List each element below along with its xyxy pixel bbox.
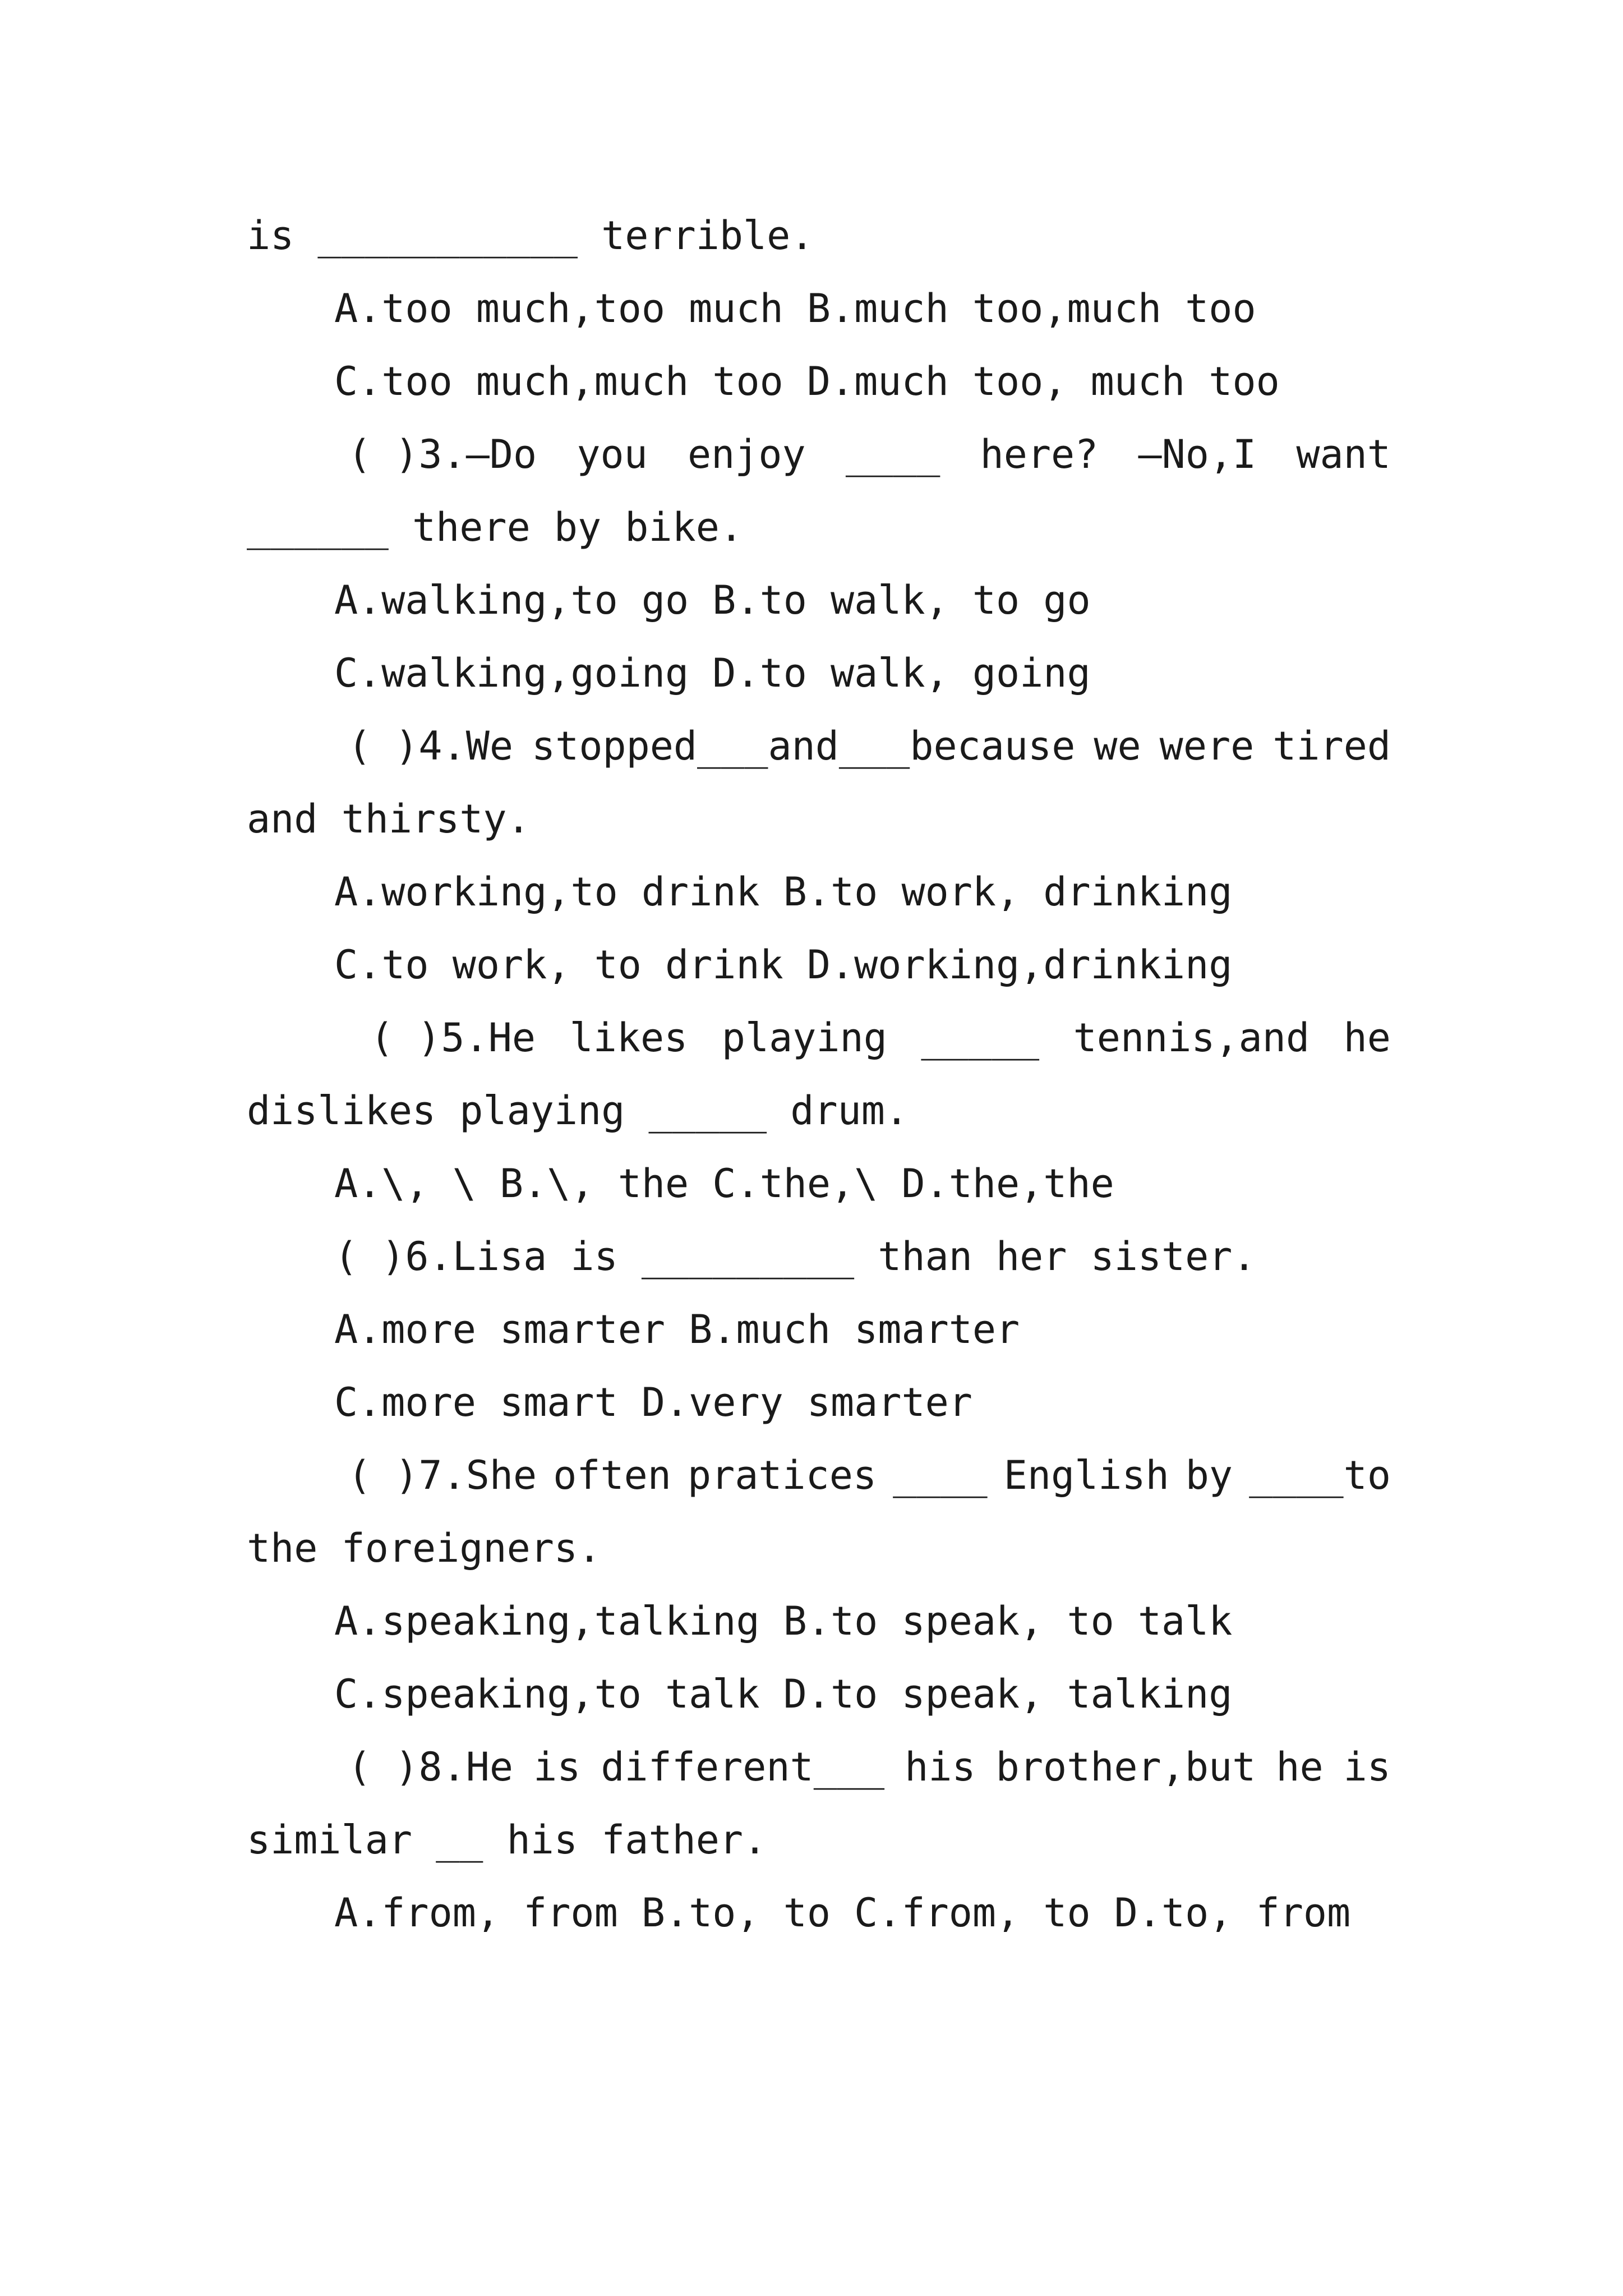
word: ( )7.She (348, 1452, 537, 1498)
word: tennis,and (1073, 1015, 1310, 1061)
word: pratices (687, 1452, 877, 1498)
word: ( )8.He (348, 1744, 514, 1790)
question-8 (348, 1739, 1391, 1795)
word: ____ (893, 1452, 988, 1498)
word: we (1094, 723, 1141, 769)
word: is (1343, 1744, 1391, 1790)
word: different___ (601, 1744, 885, 1790)
option-line: A.from, from B.to, to C.from, to D.to, from (334, 1890, 1351, 1936)
word: playing (721, 1015, 887, 1061)
word: ( )5.He (370, 1015, 536, 1061)
word: were (1159, 723, 1255, 769)
word: brother,but (995, 1744, 1256, 1790)
question-7 (348, 1447, 1391, 1503)
option-line: A.speaking,talking B.to speak, to talk (334, 1598, 1233, 1644)
word: often (553, 1452, 671, 1498)
text-line: similar __ his father. (247, 1817, 767, 1863)
question-4 (348, 718, 1391, 774)
word: stopped___and___because (532, 723, 1076, 769)
option-line: C.to work, to drink D.working,drinking (334, 942, 1233, 988)
option-line: A.too much,too much B.much too,much too (334, 286, 1256, 332)
text-line: ______ there by bike. (247, 504, 744, 550)
text-line: the foreigners. (247, 1525, 602, 1571)
option-line: C.walking,going D.to walk, going (334, 650, 1091, 696)
word: likes (569, 1015, 688, 1061)
word: ( )3.—Do (348, 431, 537, 477)
word: want (1296, 431, 1391, 477)
text-line: dislikes playing _____ drum. (247, 1088, 909, 1134)
word: he (1276, 1744, 1324, 1790)
word: he (1343, 1015, 1391, 1061)
option-line: A.more smarter B.much smarter (334, 1306, 1020, 1352)
word: —No,I (1138, 431, 1257, 477)
word: ( )4.We (348, 723, 514, 769)
word: enjoy (687, 431, 806, 477)
question-3 (348, 426, 1391, 482)
word: is (533, 1744, 581, 1790)
option-line: C.speaking,to talk D.to speak, talking (334, 1671, 1233, 1717)
word: tired (1272, 723, 1391, 769)
option-line: A.walking,to go B.to walk, to go (334, 577, 1091, 623)
word: _____ (921, 1015, 1040, 1061)
word: here? (980, 431, 1099, 477)
text-line: is ___________ terrible. (247, 213, 814, 259)
question-6: ( )6.Lisa is _________ than her sister. (334, 1234, 1256, 1280)
word: his (905, 1744, 976, 1790)
option-line: C.more smart D.very smarter (334, 1379, 972, 1425)
word: ____to (1249, 1452, 1391, 1498)
text-line: and thirsty. (247, 796, 531, 842)
option-line: C.too much,much too D.much too, much too (334, 358, 1280, 404)
word: you (577, 431, 648, 477)
word: by (1185, 1452, 1233, 1498)
word: ____ (845, 431, 940, 477)
word: English (1003, 1452, 1169, 1498)
option-line: A.working,to drink B.to work, drinking (334, 869, 1233, 915)
question-5 (370, 1010, 1391, 1066)
option-line: A.\, \ B.\, the C.the,\ D.the,the (334, 1161, 1114, 1207)
